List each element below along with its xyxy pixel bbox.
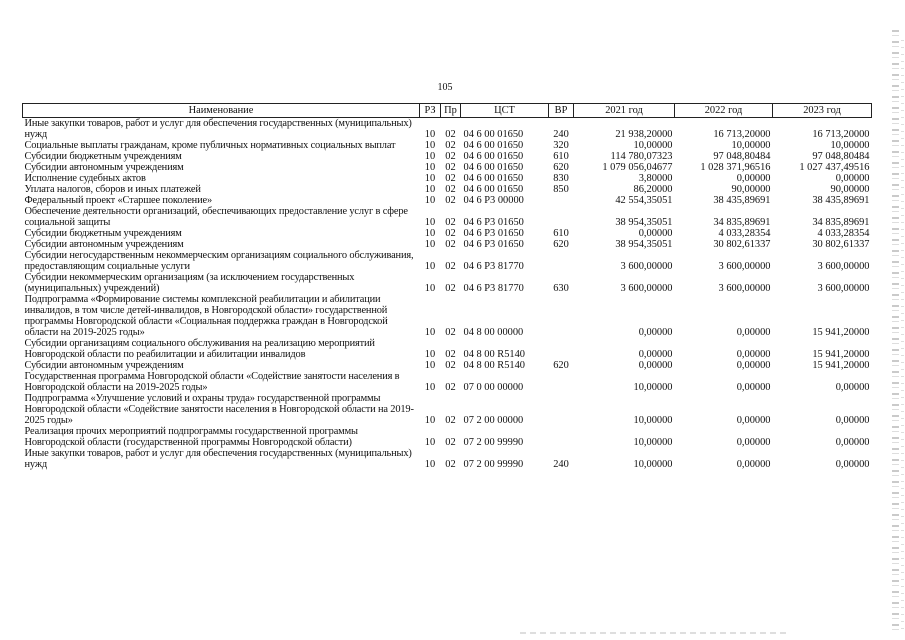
cell-cst: 04 6 P3 00000 <box>463 195 524 206</box>
cell-vr: 240 <box>553 459 569 470</box>
cell-pr: 02 <box>445 162 456 173</box>
cell-vr: 630 <box>553 283 569 294</box>
cell-cst: 04 6 00 01650 <box>463 140 524 151</box>
cell-2022: 0,00000 <box>736 349 771 360</box>
cell-rz: 10 <box>424 129 436 140</box>
cell-rz: 10 <box>424 437 436 448</box>
cell-cst: 07 2 00 00000 <box>463 415 524 426</box>
cell-vr: 610 <box>553 228 569 239</box>
cell-cst: 04 6 00 01650 <box>463 162 524 173</box>
cell-2022: 34 835,89691 <box>713 217 771 228</box>
cell-pr: 02 <box>445 360 456 371</box>
table-row <box>23 294 872 338</box>
cell-pr: 02 <box>445 184 456 195</box>
cell-2023: 1 027 437,49516 <box>799 162 870 173</box>
cell-cst: 07 2 00 99990 <box>463 459 524 470</box>
cell-pr: 02 <box>445 327 456 338</box>
cell-2023: 0,00000 <box>835 382 870 393</box>
cell-2022: 3 600,00000 <box>718 283 771 294</box>
cell-2021: 10,00000 <box>633 140 673 151</box>
cell-rz: 10 <box>424 261 436 272</box>
cell-name: Субсидии некоммерческим организациям (за исключением государственных (муниципальных) учреждений) <box>24 272 355 294</box>
cell-2021: 86,20000 <box>633 184 673 195</box>
table-row <box>23 228 872 239</box>
cell-2022: 10,00000 <box>731 140 771 151</box>
cell-name: Иные закупки товаров, работ и услуг для обеспечения государственных (муниципальных) нужд <box>24 118 412 140</box>
cell-2022: 97 048,80484 <box>713 151 771 162</box>
cell-pr: 02 <box>445 437 456 448</box>
cell-rz: 10 <box>424 140 436 151</box>
table-row <box>23 151 872 162</box>
cell-2022: 0,00000 <box>736 360 771 371</box>
table-row <box>23 195 872 206</box>
cell-rz: 10 <box>424 360 436 371</box>
cell-name: Обеспечение деятельности организаций, обеспечивающих предоставление услуг в сфере социальной защиты <box>24 206 408 228</box>
table-row <box>23 393 872 426</box>
cell-pr: 02 <box>445 415 456 426</box>
table-body <box>23 118 872 471</box>
column-header-rz: РЗ <box>420 104 441 118</box>
cell-name: Подпрограмма «Формирование системы комплексной реабилитации и абилитации инвалидов, в том числе детей-инвалидов, в Новгородской области» государственной программы Новгородской области «Социальная поддержка граждан в Новгородской области на 2019-2025 годы» <box>24 294 388 338</box>
cell-2022: 0,00000 <box>736 327 771 338</box>
cell-2021: 10,00000 <box>633 459 673 470</box>
table-row <box>23 118 872 141</box>
table-row <box>23 448 872 470</box>
table-row <box>23 140 872 151</box>
cell-name: Субсидии бюджетным учреждениям <box>24 228 182 239</box>
cell-rz: 10 <box>424 217 436 228</box>
cell-2022: 1 028 371,96516 <box>700 162 771 173</box>
cell-name: Субсидии негосударственным некоммерческим организациям социального обслуживания, предоставляющим социальные услуги <box>24 250 414 272</box>
cell-rz: 10 <box>424 283 436 294</box>
table-row <box>23 272 872 294</box>
cell-2023: 0,00000 <box>835 459 870 470</box>
cell-2022: 0,00000 <box>736 459 771 470</box>
cell-2023: 97 048,80484 <box>812 151 870 162</box>
cell-pr: 02 <box>445 195 456 206</box>
cell-2022: 0,00000 <box>736 173 771 184</box>
cell-rz: 10 <box>424 184 436 195</box>
table-row <box>23 250 872 272</box>
cell-cst: 07 0 00 00000 <box>463 382 524 393</box>
scan-edge-mark <box>892 30 899 635</box>
cell-vr: 620 <box>553 162 569 173</box>
cell-2023: 10,00000 <box>830 140 870 151</box>
cell-rz: 10 <box>424 349 436 360</box>
scan-bottom-mark <box>520 632 790 634</box>
cell-2021: 0,00000 <box>638 360 673 371</box>
column-header-2023: 2023 год <box>773 104 872 118</box>
cell-vr <box>549 195 574 206</box>
cell-2022: 0,00000 <box>736 437 771 448</box>
table-row <box>23 371 872 393</box>
column-header-pr: Пр <box>441 104 461 118</box>
cell-vr <box>549 250 574 272</box>
scan-edge-mark <box>901 40 904 630</box>
cell-pr: 02 <box>445 129 456 140</box>
cell-pr: 02 <box>445 459 456 470</box>
cell-2023: 15 941,20000 <box>812 327 870 338</box>
cell-name: Субсидии автономным учреждениям <box>24 239 184 250</box>
cell-2023: 0,00000 <box>835 437 870 448</box>
cell-rz: 10 <box>424 228 436 239</box>
cell-name: Государственная программа Новгородской области «Содействие занятости населения в Новгородской области на 2019-2025 годы» <box>24 371 400 393</box>
cell-rz: 10 <box>424 382 436 393</box>
cell-2023: 3 600,00000 <box>817 261 870 272</box>
cell-name: Субсидии автономным учреждениям <box>24 360 184 371</box>
cell-2021: 42 554,35051 <box>615 195 673 206</box>
cell-cst: 04 6 00 01650 <box>463 129 524 140</box>
cell-2023: 16 713,20000 <box>812 129 870 140</box>
cell-vr <box>549 393 574 426</box>
cell-pr: 02 <box>445 217 456 228</box>
cell-name: Реализация прочих мероприятий подпрограммы государственной программы Новгородской области (государственной программы Новгородской области) <box>24 426 358 448</box>
cell-rz: 10 <box>424 459 436 470</box>
cell-2022: 30 802,61337 <box>713 239 771 250</box>
cell-pr: 02 <box>445 261 456 272</box>
cell-rz: 10 <box>424 327 436 338</box>
cell-2022: 3 600,00000 <box>718 261 771 272</box>
table-row <box>23 338 872 360</box>
cell-cst: 04 6 00 01650 <box>463 151 524 162</box>
cell-2021: 0,00000 <box>638 228 673 239</box>
cell-cst: 04 8 00 R5140 <box>463 349 525 360</box>
cell-pr: 02 <box>445 228 456 239</box>
budget-table <box>22 103 872 470</box>
cell-rz: 10 <box>424 151 436 162</box>
cell-name: Исполнение судебных актов <box>24 173 146 184</box>
cell-name: Иные закупки товаров, работ и услуг для обеспечения государственных (муниципальных) нужд <box>24 448 412 470</box>
cell-vr <box>549 371 574 393</box>
column-header-name: Наименование <box>23 104 420 118</box>
cell-name: Подпрограмма «Улучшение условий и охраны труда» государственной программы Новгородской области «Содействие занятости населения в Новгородской области на 2019-2025 годы» <box>24 393 414 426</box>
cell-vr: 850 <box>553 184 569 195</box>
cell-pr: 02 <box>445 239 456 250</box>
cell-vr: 610 <box>553 151 569 162</box>
cell-cst: 04 6 00 01650 <box>463 173 524 184</box>
cell-vr: 320 <box>553 140 569 151</box>
cell-2023: 30 802,61337 <box>812 239 870 250</box>
table-row <box>23 426 872 448</box>
cell-rz: 10 <box>424 173 436 184</box>
cell-name: Субсидии организациям социального обслуживания на реализацию мероприятий Новгородской области по реабилитации и абилитации инвалидов <box>24 338 375 360</box>
cell-rz: 10 <box>424 162 436 173</box>
cell-2021: 10,00000 <box>633 415 673 426</box>
cell-2022: 4 033,28354 <box>718 228 771 239</box>
cell-vr <box>549 206 574 228</box>
cell-pr: 02 <box>445 173 456 184</box>
page-number: 105 <box>437 82 453 93</box>
cell-2021: 10,00000 <box>633 437 673 448</box>
cell-2021: 1 079 056,04677 <box>602 162 673 173</box>
cell-2021: 114 780,07323 <box>610 151 673 162</box>
cell-pr: 02 <box>445 349 456 360</box>
cell-2022: 90,00000 <box>731 184 771 195</box>
cell-2021: 38 954,35051 <box>615 217 673 228</box>
cell-2023: 0,00000 <box>835 415 870 426</box>
table-row <box>23 173 872 184</box>
cell-vr: 620 <box>553 360 569 371</box>
cell-2023: 3 600,00000 <box>817 283 870 294</box>
cell-pr: 02 <box>445 382 456 393</box>
cell-2023: 90,00000 <box>830 184 870 195</box>
cell-2021: 0,00000 <box>638 349 673 360</box>
cell-cst: 04 6 00 01650 <box>463 184 524 195</box>
cell-2021: 3 600,00000 <box>620 261 673 272</box>
cell-2023: 15 941,20000 <box>812 360 870 371</box>
cell-2022: 0,00000 <box>736 382 771 393</box>
cell-2021: 21 938,20000 <box>615 129 673 140</box>
column-header-vr: ВР <box>549 104 574 118</box>
table-row <box>23 239 872 250</box>
header-row <box>23 104 872 118</box>
table-row <box>23 162 872 173</box>
cell-2022: 38 435,89691 <box>713 195 771 206</box>
column-header-2022: 2022 год <box>675 104 773 118</box>
cell-vr <box>549 338 574 360</box>
cell-2021: 3,80000 <box>638 173 673 184</box>
cell-pr: 02 <box>445 151 456 162</box>
cell-2021: 3 600,00000 <box>620 283 673 294</box>
column-header-2021: 2021 год <box>574 104 675 118</box>
column-header-cst: ЦСТ <box>461 104 549 118</box>
cell-2021: 38 954,35051 <box>615 239 673 250</box>
cell-cst: 04 6 P3 81770 <box>463 283 524 294</box>
table-row <box>23 206 872 228</box>
cell-2023: 38 435,89691 <box>812 195 870 206</box>
cell-vr <box>549 294 574 338</box>
cell-name: Субсидии автономным учреждениям <box>24 162 184 173</box>
cell-2021: 0,00000 <box>638 327 673 338</box>
cell-name: Федеральный проект «Старшее поколение» <box>24 195 212 206</box>
cell-2023: 15 941,20000 <box>812 349 870 360</box>
cell-vr: 830 <box>553 173 569 184</box>
cell-pr: 02 <box>445 283 456 294</box>
cell-rz: 10 <box>424 239 436 250</box>
cell-name: Уплата налогов, сборов и иных платежей <box>24 184 201 195</box>
cell-rz: 10 <box>424 415 436 426</box>
cell-2023: 34 835,89691 <box>812 217 870 228</box>
cell-vr <box>549 426 574 448</box>
cell-cst: 04 6 P3 81770 <box>463 261 524 272</box>
cell-vr: 620 <box>553 239 569 250</box>
cell-cst: 04 6 P3 01650 <box>463 228 524 239</box>
cell-name: Социальные выплаты гражданам, кроме публичных нормативных социальных выплат <box>24 140 396 151</box>
cell-2022: 16 713,20000 <box>713 129 771 140</box>
cell-pr: 02 <box>445 140 456 151</box>
table-row <box>23 360 872 371</box>
cell-2023: 0,00000 <box>835 173 870 184</box>
cell-cst: 04 6 P3 01650 <box>463 217 524 228</box>
cell-2022: 0,00000 <box>736 415 771 426</box>
cell-name: Субсидии бюджетным учреждениям <box>24 151 182 162</box>
cell-rz: 10 <box>424 195 436 206</box>
cell-cst: 04 8 00 00000 <box>463 327 524 338</box>
cell-vr: 240 <box>553 129 569 140</box>
table-row <box>23 184 872 195</box>
cell-cst: 04 6 P3 01650 <box>463 239 524 250</box>
cell-cst: 04 8 00 R5140 <box>463 360 525 371</box>
cell-2023: 4 033,28354 <box>817 228 870 239</box>
cell-2021: 10,00000 <box>633 382 673 393</box>
cell-cst: 07 2 00 99990 <box>463 437 524 448</box>
